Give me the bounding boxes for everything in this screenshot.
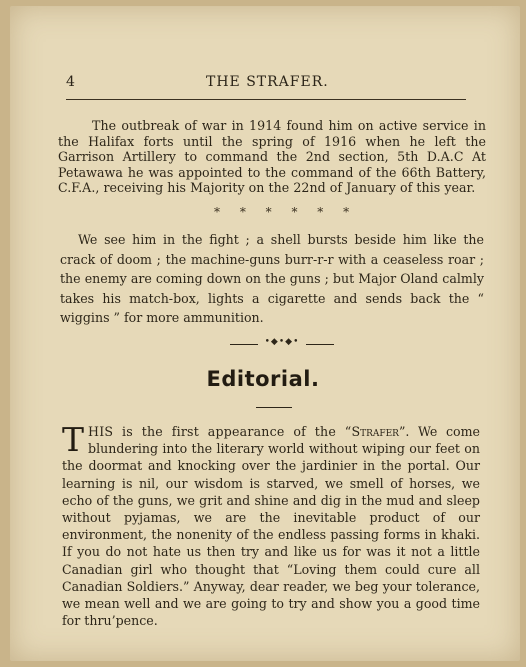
- editorial-text: ”. We come blundering into the literary world without wiping our feet on the doormat and knocking over the jardinier in the portal. Our learning is nil, our wisdom is starved, we smell of horses, we echo of the guns, we grit and shine and dig in the mud and sleep without pyjamas, we are the inevitable product of our environment, the nonenity of the endless passing forms in khaki. If you do not hate us then try and like us for was it not a little Canadian girl who thought that “Loving them could cure all Canadian Soldiers.” Anyway, dear reader, we beg your tolerance, we mean well and we are going to try and show you a good time for thru’pence.: [62, 424, 480, 629]
- drop-cap: T: [62, 420, 85, 459]
- heading-rule: [256, 407, 292, 408]
- strafer-small-caps: Strafer: [351, 424, 399, 439]
- ornamental-divider: [230, 337, 334, 350]
- ornament-mark: •◆•◆•: [264, 337, 300, 347]
- editorial-lead-text: HIS is the first appearance of the “: [88, 424, 352, 439]
- page-number: 4: [66, 74, 75, 90]
- editorial-heading: Editorial.: [206, 367, 320, 391]
- page-header: [66, 74, 466, 96]
- ornament-line-right: [306, 344, 334, 345]
- biography-paragraph-2: We see him in the fight ; a shell bursts beside him like the crack of doom ; the machine-guns burr-r-r with a ceaseless roar ; the enemy are coming down on the guns ; but Major Oland calmly takes his match-box, lights a cigarette and sends back the “ wiggins ” for more ammunition.: [60, 232, 484, 326]
- biography-paragraph-1: The outbreak of war in 1914 found him on active service in the Halifax forts until the spring of 1916 when he left the Garrison Artillery to command the 2nd section, 5th D.A.C At Petawawa he was appointed to the command of the 66th Battery, C.F.A., receiving his Majority on the 22nd of January of this year.: [58, 118, 486, 196]
- asterism-separator: * * * * * *: [214, 205, 358, 219]
- editorial-body: [62, 420, 480, 629]
- ornament-line-left: [230, 344, 258, 345]
- header-rule: [66, 99, 466, 100]
- running-title: THE STRAFER.: [206, 74, 329, 90]
